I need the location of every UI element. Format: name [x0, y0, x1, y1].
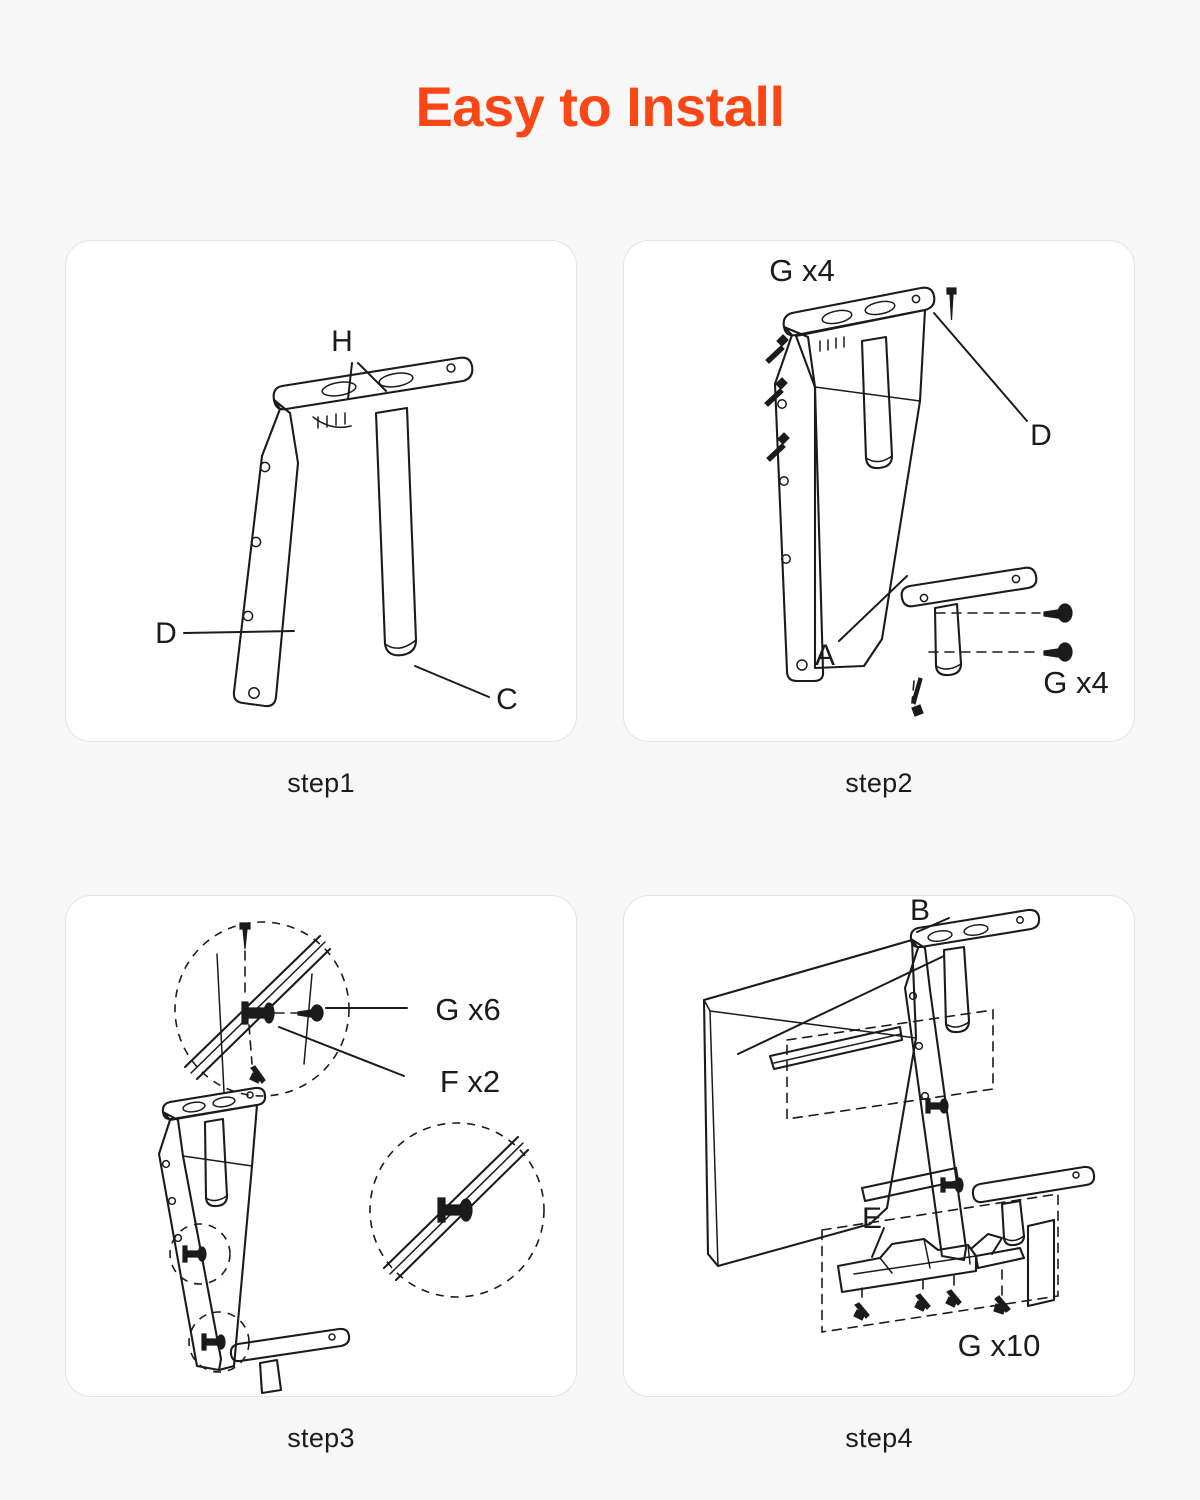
step4-panel — [623, 895, 1135, 1397]
screw-step3-right — [298, 1005, 323, 1021]
step1-label-c: C — [496, 683, 518, 716]
page-title: Easy to Install — [415, 75, 785, 138]
step2-caption: step2 — [845, 768, 913, 798]
cam-fitting-r2 — [941, 1178, 963, 1192]
step3-caption: step3 — [287, 1423, 355, 1453]
step2-diagram — [624, 241, 1135, 742]
step3-label-g: G x6 — [435, 992, 501, 1027]
step1-label-h: H — [331, 325, 353, 358]
step2-label-d: D — [1030, 419, 1052, 452]
step-cell-2 — [623, 240, 1135, 799]
step1-diagram — [66, 241, 577, 742]
step4-diagram — [624, 896, 1135, 1397]
step1-caption: step1 — [287, 768, 355, 798]
screw-e-3 — [946, 1290, 961, 1307]
steps-grid — [65, 240, 1135, 1454]
step2-panel — [623, 240, 1135, 742]
screw-e-2 — [915, 1294, 930, 1311]
screw-step3-bottom — [250, 1066, 265, 1083]
screw-step3-top — [240, 923, 250, 949]
step2-label-g-top: G x4 — [769, 253, 835, 288]
step3-diagram — [66, 896, 577, 1397]
cam-fitting-r1 — [926, 1099, 948, 1113]
step-cell-4 — [623, 895, 1135, 1454]
step4-caption: step4 — [845, 1423, 913, 1453]
steps-row-1 — [65, 240, 1135, 799]
step1-panel — [65, 240, 577, 742]
screw-e-4 — [994, 1296, 1010, 1314]
step4-label-e: E — [861, 1202, 883, 1235]
step2-label-a: A — [814, 639, 836, 672]
step2-label-g-bottom: G x4 — [1043, 665, 1109, 700]
screw-top-1 — [947, 288, 956, 320]
steps-row-2 — [65, 895, 1135, 1454]
step1-label-d: D — [155, 617, 177, 650]
row-spacer — [65, 799, 1135, 895]
cam-fitting-detail-2 — [438, 1198, 472, 1222]
step-cell-3 — [65, 895, 577, 1454]
screw-e-1 — [854, 1303, 869, 1320]
step4-label-b: B — [909, 896, 931, 927]
cam-fitting-small-1 — [183, 1246, 206, 1262]
step4-label-g: G x10 — [957, 1328, 1041, 1363]
step3-panel — [65, 895, 577, 1397]
step3-label-f: F x2 — [439, 1064, 501, 1099]
cam-fitting-small-2 — [202, 1334, 225, 1350]
step-cell-1 — [65, 240, 577, 799]
screw-side-2 — [1044, 643, 1072, 661]
screw-side-1 — [1044, 604, 1072, 622]
